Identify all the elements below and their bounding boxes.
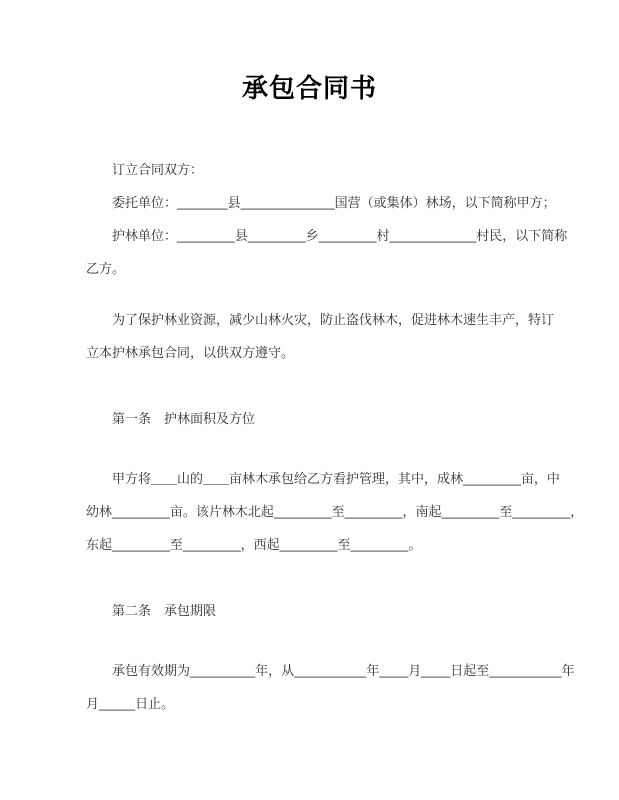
line-parties-intro: 订立合同双方： bbox=[112, 162, 204, 177]
line-purpose-1: 为了保护林业资源，减少山林火灾，防止盗伐林木，促进林木速生丰产，特订 bbox=[112, 312, 555, 327]
line-forest-area-1: 甲方将＿＿山的＿＿亩林木承包给乙方看护管理，其中，成林________亩，中 bbox=[112, 471, 560, 486]
document-body bbox=[0, 153, 619, 720]
line-forest-protection-unit: 护林单位：________县________乡________村____________村民，以下简称 bbox=[112, 228, 568, 243]
heading-article-1: 第一条 护林面积及方位 bbox=[112, 411, 256, 426]
line-purpose-2: 立本护林承包合同，以供双方遵守。 bbox=[86, 345, 295, 360]
document-title: 承包合同书 bbox=[241, 73, 377, 103]
line-contract-term-1: 承包有效期为_________年，从__________年____月____日起至__________年 bbox=[112, 663, 575, 678]
heading-article-2: 第二条 承包期限 bbox=[112, 603, 217, 618]
line-forest-area-2: 幼林________亩。该片林木北起________至________，南起________至________， bbox=[86, 504, 584, 519]
line-forest-area-3: 东起________至________，西起________至________。 bbox=[86, 537, 422, 552]
line-contract-term-2: 月_____日止。 bbox=[86, 696, 175, 711]
line-party-b-continuation: 乙方。 bbox=[86, 261, 126, 276]
line-entrusting-unit: 委托单位：_______县_____________国营（或集体）林场，以下简称甲方； bbox=[112, 195, 556, 210]
